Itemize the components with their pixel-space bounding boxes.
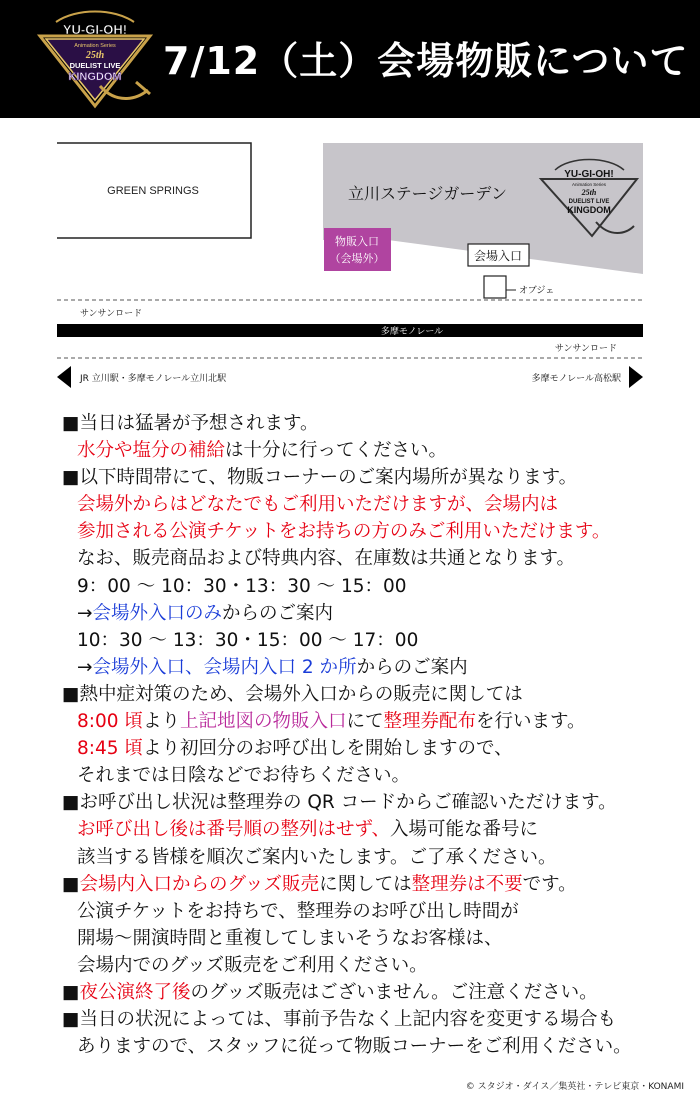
- notice-segment: 会場内でのグッズ販売をご利用ください。: [77, 954, 428, 976]
- notice-segment: ■当日の状況によっては、事前予告なく上記内容を変更する場合も: [62, 1009, 616, 1031]
- notice-line: [62, 491, 692, 518]
- logo-line5: KINGDOM: [68, 71, 122, 83]
- notice-segment: 公演チケットをお持ちで、整理券のお呼び出し時間が: [77, 900, 519, 922]
- station-left-label: JR 立川駅・多摩モノレール立川北駅: [80, 374, 227, 384]
- notice-segment: 整理券配布: [383, 711, 476, 733]
- notice-segment: 8:45 頃: [77, 738, 143, 760]
- notice-segment: それまでは日陰などでお待ちください。: [77, 765, 411, 787]
- road-bottom-label: サンサンロード: [554, 344, 617, 354]
- notice-segment: より: [142, 711, 180, 733]
- header-bar: [0, 0, 700, 118]
- road-top-label: サンサンロード: [80, 309, 143, 319]
- notice-segment: ■熱中症対策のため、会場外入口からの販売に関しては: [62, 683, 523, 705]
- event-logo: [36, 8, 154, 110]
- copyright: © スタジオ・ダイス／集英社・テレビ東京・KONAMI: [465, 1082, 684, 1092]
- notice-segment: 会場外入口、会場内入口 2 か所: [92, 656, 357, 678]
- notice-segment: お呼び出し後は番号順の整列はせず、: [77, 819, 391, 841]
- notice-segment: 8:00 頃: [77, 711, 143, 733]
- green-springs-label: GREEN SPRINGS: [107, 185, 199, 197]
- venue-entrance-label: 会場入口: [473, 249, 523, 263]
- monorail-bar: [57, 324, 643, 337]
- notice-segment: ■: [62, 873, 80, 895]
- notice-segment: 参加される公演チケットをお持ちの方のみご利用いただけます。: [77, 521, 611, 543]
- notice-segment: より初回分のお呼び出しを開始しますので、: [142, 738, 513, 760]
- venue-logo-line1: YU-GI-OH!: [564, 169, 614, 180]
- notice-segment: からのご案内: [356, 656, 468, 678]
- notice-line: [62, 844, 692, 871]
- notice-line: [62, 979, 692, 1006]
- notice-line: [62, 898, 692, 925]
- notice-line: [62, 789, 692, 816]
- station-right-label: 多摩モノレール高松駅: [531, 374, 621, 384]
- venue-label: 立川ステージガーデン: [348, 184, 508, 203]
- venue-map: [0, 118, 700, 398]
- notice-segment: →: [77, 602, 93, 624]
- notice-segment: 会場内入口からのグッズ販売: [79, 873, 320, 895]
- notice-segment: 開場～開演時間と重複してしまいそうなお客様は、: [77, 927, 503, 949]
- notice-line: [62, 925, 692, 952]
- venue-logo-line4: DUELIST LIVE: [568, 199, 610, 205]
- notice-segment: 水分や塩分の補給: [77, 440, 226, 462]
- notice-line: [62, 518, 692, 545]
- notice-line: [62, 816, 692, 843]
- merch-entrance-line1: 物販入口: [335, 235, 379, 248]
- logo-line2: Animation Series: [74, 43, 116, 49]
- notice-segment: からのご案内: [222, 602, 334, 624]
- arrow-left-icon: [57, 366, 71, 388]
- notice-list: [62, 410, 692, 1060]
- notice-line: [62, 573, 692, 600]
- notice-line: [62, 762, 692, 789]
- notice-segment: 夜公演終了後: [79, 981, 191, 1003]
- notice-segment: ありますので、スタッフに従って物販コーナーをご利用ください。: [77, 1036, 632, 1058]
- objet-box: [484, 276, 506, 298]
- notice-segment: →: [77, 656, 93, 678]
- notice-segment: ■以下時間帯にて、物販コーナーのご案内場所が異なります。: [62, 467, 578, 489]
- notice-line: [62, 410, 692, 437]
- notice-segment: 入場可能な番号に: [390, 819, 539, 841]
- notice-segment: に関しては: [319, 873, 412, 895]
- notice-segment: 10：30 ～ 13：30・15：00 ～ 17：00: [77, 629, 419, 651]
- notice-segment: なお、販売商品および特典内容、在庫数は共通となります。: [77, 548, 576, 570]
- notice-segment: 上記地図の物販入口: [179, 711, 347, 733]
- notice-segment: を行います。: [476, 711, 586, 733]
- notice-line: [62, 627, 692, 654]
- notice-segment: ■お呼び出し状況は整理券の QR コードからご確認いただけます。: [62, 792, 617, 814]
- monorail-label: 多摩モノレール: [380, 327, 444, 337]
- notice-line: [62, 681, 692, 708]
- notice-line: [62, 600, 692, 627]
- notice-segment: にて: [346, 711, 384, 733]
- notice-segment: 整理券は不要: [411, 873, 523, 895]
- venue-logo-line3: 25th: [581, 188, 597, 197]
- logo-line3: 25th: [85, 50, 105, 61]
- notice-line: [62, 545, 692, 572]
- logo-line4: DUELIST LIVE: [69, 61, 121, 70]
- notice-segment: は十分に行ってください。: [225, 440, 448, 462]
- venue-logo-line5: KINGDOM: [567, 205, 611, 215]
- notice-segment: 会場外入口のみ: [92, 602, 223, 624]
- logo-line1: YU-GI-OH!: [62, 22, 128, 37]
- merch-entrance-line2: （会場外）: [329, 252, 385, 265]
- notice-segment: です。: [522, 873, 577, 895]
- notice-line: [62, 1033, 692, 1060]
- notice-segment: 会場外からはどなたでもご利用いただけますが、会場内は: [77, 494, 559, 516]
- notice-line: [62, 464, 692, 491]
- notice-line: [62, 708, 692, 735]
- notice-line: [62, 654, 692, 681]
- notice-segment: 該当する皆様を順次ご案内いたします。ご了承ください。: [77, 846, 557, 868]
- notice-segment: 9：00 ～ 10：30・13：30 ～ 15：00: [77, 575, 407, 597]
- notice-segment: のグッズ販売はございません。ご注意ください。: [190, 981, 598, 1003]
- notice-line: [62, 871, 692, 898]
- notice-segment: ■: [62, 981, 80, 1003]
- notice-line: [62, 1006, 692, 1033]
- page-title: 7/12（土）会場物販について: [163, 39, 689, 83]
- venue-logo-line2: Animation Series: [571, 182, 607, 187]
- notice-line: [62, 735, 692, 762]
- notice-segment: ■当日は猛暑が予想されます。: [62, 413, 319, 434]
- notice-line: [62, 952, 692, 979]
- notice-line: [62, 437, 692, 464]
- objet-label: オブジェ: [519, 286, 555, 296]
- arrow-right-icon: [629, 366, 643, 388]
